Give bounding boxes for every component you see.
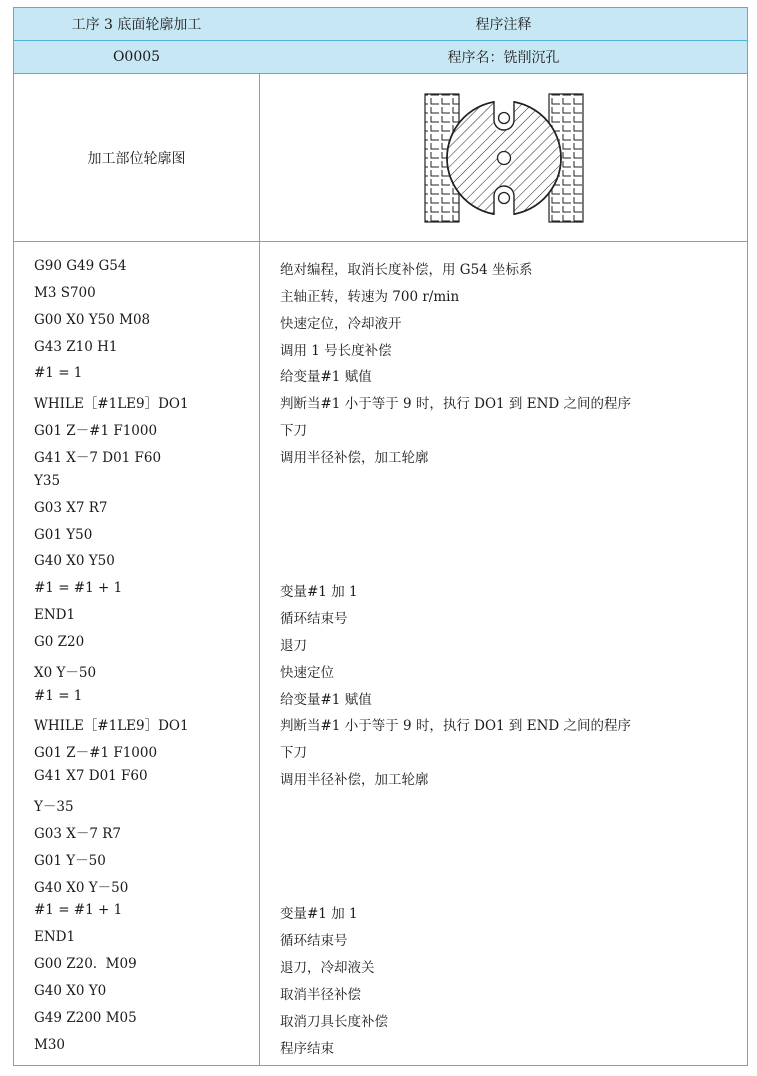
- program-table: [13, 7, 748, 1066]
- program-line: [14, 872, 747, 899]
- gcode-instruction: G40 X0 Y50: [34, 553, 115, 570]
- gcode-instruction: END1: [34, 607, 76, 624]
- instruction-comment: 循环结束号: [280, 611, 348, 628]
- instruction-comment: 调用半径补偿，加工轮廓: [280, 449, 429, 466]
- instruction-comment: 下刀: [280, 423, 307, 440]
- instruction-comment: 调用 1 号长度补偿: [280, 342, 392, 359]
- process-title: 工序 3 底面轮廓加工: [71, 17, 202, 33]
- gcode-instruction: G03 X－7 R7: [34, 825, 121, 842]
- gcode-instruction: Y35: [34, 472, 61, 489]
- gcode-instruction: G49 Z200 M05: [34, 1009, 137, 1026]
- instruction-comment: 取消半径补偿: [280, 986, 361, 1003]
- gcode-instruction: G41 X－7 D01 F60: [34, 449, 162, 466]
- header-row: [14, 8, 747, 41]
- gcode-instruction: WHILE［#1LE9］DO1: [34, 396, 189, 413]
- program-line: [14, 576, 747, 603]
- gcode-instruction: #1 = 1: [34, 365, 83, 382]
- instruction-comment: 退刀，冷却液关: [280, 960, 375, 977]
- gcode-instruction: G01 Z－#1 F1000: [34, 423, 158, 440]
- program-line: [14, 818, 747, 845]
- instruction-comment: 变量#1 加 1: [280, 584, 358, 601]
- bottom-counterbore: [494, 186, 514, 218]
- program-line: [14, 469, 747, 496]
- gcode-instruction: #1 = 1: [34, 687, 83, 704]
- gcode-instruction: #1 = #1 + 1: [34, 580, 123, 597]
- gcode-instruction: M30: [34, 1036, 66, 1053]
- gcode-instruction: G01 Y－50: [34, 852, 106, 869]
- gcode-instruction: G00 Z20. M09: [34, 956, 137, 973]
- gcode-instruction: WHILE［#1LE9］DO1: [34, 718, 189, 735]
- program-line: [14, 684, 747, 711]
- gcode-instruction: G00 X0 Y50 M08: [34, 311, 151, 328]
- instruction-comment: 绝对编程，取消长度补偿，用 G54 坐标系: [280, 262, 533, 278]
- gcode-instruction: G0 Z20: [34, 633, 85, 650]
- instruction-comment: 程序结束: [280, 1040, 334, 1057]
- figure-cell: [260, 74, 747, 241]
- instruction-comment: 判断当#1 小于等于 9 时，执行 DO1 到 END 之间的程序: [280, 396, 631, 413]
- instruction-comment: 取消刀具长度补偿: [280, 1013, 388, 1030]
- instruction-comment: 退刀: [280, 637, 307, 654]
- program-line: [14, 630, 747, 657]
- instruction-comment: 给变量#1 赋值: [280, 369, 372, 386]
- instruction-comment: 下刀: [280, 745, 307, 762]
- program-line: [14, 1006, 747, 1033]
- instruction-comment: 给变量#1 赋值: [280, 691, 372, 708]
- program-line: [14, 925, 747, 952]
- instruction-comment: 快速定位: [280, 664, 334, 681]
- part-contour-drawing: [419, 88, 589, 228]
- program-name: 程序名：铣削沉孔: [447, 50, 560, 66]
- annotation-title: 程序注释: [475, 17, 532, 33]
- gcode-instruction: G90 G49 G54: [34, 258, 127, 274]
- program-line: [14, 845, 747, 872]
- program-line: [14, 549, 747, 576]
- program-line: [14, 523, 747, 550]
- gcode-instruction: G43 Z10 H1: [34, 338, 118, 355]
- program-line: [14, 361, 747, 388]
- instruction-comment: 主轴正转，转速为 700 r/min: [280, 288, 460, 305]
- gcode-instruction: G41 X7 D01 F60: [34, 768, 148, 785]
- gcode-instruction: END1: [34, 929, 76, 946]
- program-line: [14, 979, 747, 1006]
- program-line: [14, 388, 747, 415]
- gcode-instruction: M3 S700: [34, 284, 96, 301]
- gcode-instruction: G40 X0 Y0: [34, 982, 107, 999]
- gcode-instruction: X0 Y－50: [34, 664, 97, 681]
- program-line: [14, 308, 747, 335]
- program-line: [14, 603, 747, 630]
- instruction-comment: 调用半径补偿，加工轮廓: [280, 772, 429, 789]
- figure-label: 加工部位轮廓图: [87, 150, 186, 167]
- program-line: [14, 254, 747, 281]
- instruction-comment: 循环结束号: [280, 933, 348, 950]
- program-line: [14, 442, 747, 469]
- program-number: O0005: [112, 49, 161, 65]
- program-line: [14, 898, 747, 925]
- gcode-instruction: G01 Y50: [34, 526, 93, 543]
- top-counterbore: [494, 98, 514, 130]
- program-line: [14, 1033, 747, 1060]
- gcode-instruction: G01 Z－#1 F1000: [34, 745, 158, 762]
- gcode-instruction: #1 = #1 + 1: [34, 902, 123, 919]
- program-line: [14, 281, 747, 308]
- program-line: [14, 952, 747, 979]
- program-line: [14, 496, 747, 523]
- instruction-comment: 变量#1 加 1: [280, 906, 358, 923]
- program-line: [14, 710, 747, 737]
- gcode-instruction: Y－35: [34, 799, 74, 815]
- instruction-comment: 判断当#1 小于等于 9 时，执行 DO1 到 END 之间的程序: [280, 718, 631, 735]
- gcode-instruction: G40 X0 Y－50: [34, 879, 129, 896]
- program-id-row: [14, 41, 747, 74]
- program-line: [14, 737, 747, 764]
- program-line: [14, 335, 747, 362]
- program-line: [14, 415, 747, 442]
- instruction-comment: 快速定位，冷却液开: [280, 315, 402, 332]
- program-line: [14, 791, 747, 818]
- figure-row: [14, 74, 747, 242]
- gcode-instruction: G03 X7 R7: [34, 499, 108, 516]
- center-hole: [497, 151, 510, 164]
- program-line: [14, 657, 747, 684]
- program-line: [14, 764, 747, 791]
